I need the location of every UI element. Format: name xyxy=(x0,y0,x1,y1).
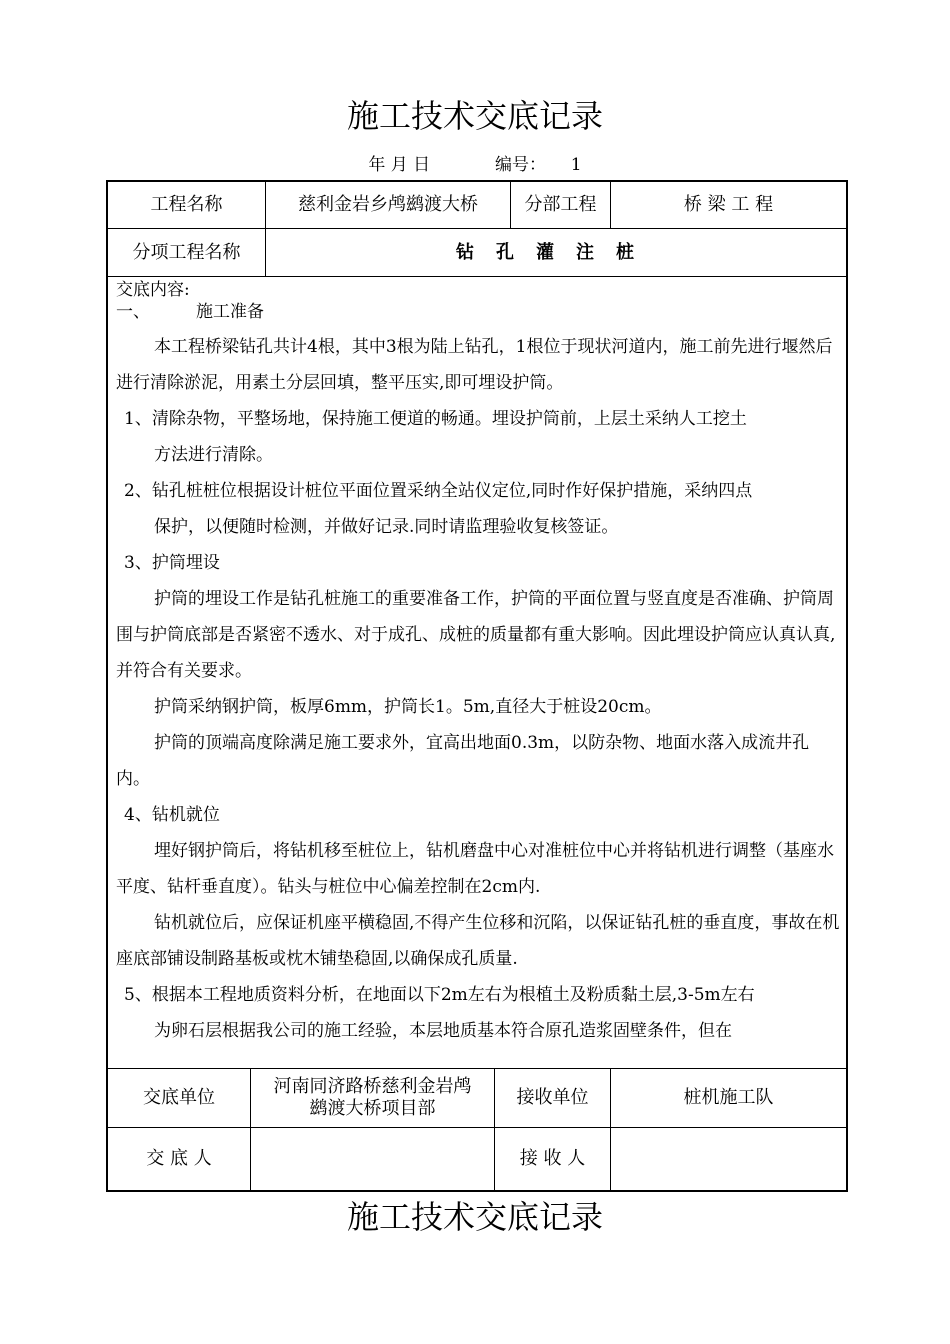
subitem-value: 钻孔灌注桩 xyxy=(456,241,656,263)
project-name-label: 工程名称 xyxy=(150,194,223,215)
list-item-1-cont: 方法进行清除。 xyxy=(154,445,273,465)
receiver-unit-value: 桩机施工队 xyxy=(683,1087,774,1108)
issuer-unit-label: 交底单位 xyxy=(143,1087,215,1108)
subitem-label: 分项工程名称 xyxy=(132,241,241,263)
issuer-person-value[interactable] xyxy=(251,1128,494,1190)
division-label: 分部工程 xyxy=(524,194,597,215)
disclosure-table xyxy=(106,180,848,1192)
list-item-5 xyxy=(116,977,840,1013)
paragraph-overview: 本工程桥梁钻孔共计4根，其中3根为陆上钻孔，1根位于现状河道内，施工前先进行堰然后进行清除淤泥，用素土分层回填，整平压实,即可埋设护筒。 xyxy=(116,337,833,393)
item-4-text: 钻机就位 xyxy=(151,805,220,825)
list-item-5-cont: 为卵石层根据我公司的施工经验，本层地质基本符合原孔造浆固壁条件，但在 xyxy=(154,1021,732,1041)
item-4-num: 4、 xyxy=(124,805,152,825)
paragraph-rig-2: 钻机就位后，应保证机座平横稳固,不得产生位移和沉陷，以保证钻孔桩的垂直度，事故在机座底部铺设制路基板或枕木铺垫稳固,以确保成孔质量. xyxy=(116,913,840,969)
date-label: 年 月 日 xyxy=(368,155,431,175)
item-2-text: 钻孔桩桩位根据设计桩位平面位置采纳全站仪定位,同时作好保护措施，采纳四点 xyxy=(151,481,753,501)
document-meta xyxy=(0,153,950,177)
list-item-1 xyxy=(116,401,840,437)
item-3-num: 3、 xyxy=(124,553,152,573)
section-title: 施工准备 xyxy=(196,302,264,322)
item-5-num: 5、 xyxy=(124,985,152,1005)
list-item-3 xyxy=(116,545,840,581)
number-value: 1 xyxy=(570,155,582,175)
list-item-2-cont: 保护，以便随时检测，并做好记录.同时请监理验收复核签证。 xyxy=(154,517,619,537)
list-item-4 xyxy=(116,797,840,833)
division-value: 桥 梁 工 程 xyxy=(683,194,774,215)
disclosure-content xyxy=(116,279,840,1049)
item-2-num: 2、 xyxy=(124,481,152,501)
next-page-title: 施工技术交底记录 xyxy=(346,1198,603,1236)
content-label: 交底内容: xyxy=(116,280,190,300)
list-item-2 xyxy=(116,473,840,509)
item-1-num: 1、 xyxy=(124,409,152,429)
document-title: 施工技术交底记录 xyxy=(346,97,603,135)
paragraph-casing-2: 护筒采纳钢护筒，板厚6mm，护筒长1。5m,直径大于桩设20cm。 xyxy=(154,697,662,717)
paragraph-casing-3: 护筒的顶端高度除满足施工要求外，宜高出地面0.3m，以防杂物、地面水落入成流井孔内。 xyxy=(116,733,810,789)
issuer-unit-value: 河南同济路桥慈利金岩鸬鹚渡大桥项目部 xyxy=(273,1076,472,1119)
section-number: 一、 xyxy=(116,302,150,322)
receiver-person-value[interactable] xyxy=(611,1128,846,1190)
project-name-value: 慈利金岩乡鸬鹚渡大桥 xyxy=(298,194,478,215)
item-3-text: 护筒埋设 xyxy=(151,553,220,573)
issuer-person-label: 交 底 人 xyxy=(146,1148,212,1169)
number-label: 编号： xyxy=(494,155,546,175)
receiver-person-label: 接 收 人 xyxy=(519,1148,586,1169)
receiver-unit-label: 接收单位 xyxy=(516,1087,589,1108)
paragraph-rig-1: 埋好钢护筒后，将钻机移至桩位上，钻机磨盘中心对准桩位中心并将钻机进行调整（基座水平度、钻杆垂直度）。钻头与桩位中心偏差控制在2cm内. xyxy=(116,841,834,897)
item-5-text: 根据本工程地质资料分析，在地面以下2m左右为根植土及粉质黏土层,3-5m左右 xyxy=(151,985,755,1005)
paragraph-casing-1: 护筒的埋设工作是钻孔桩施工的重要准备工作，护筒的平面位置与竖直度是否准确、护筒周围与护筒底部是否紧密不透水、对于成孔、成桩的质量都有重大影响。因此埋设护筒应认真认真,并符合有关要求。 xyxy=(116,589,836,681)
section-heading xyxy=(116,301,840,323)
item-1-text: 清除杂物，平整场地，保持施工便道的畅通。埋设护筒前，上层土采纳人工挖土 xyxy=(151,409,747,429)
